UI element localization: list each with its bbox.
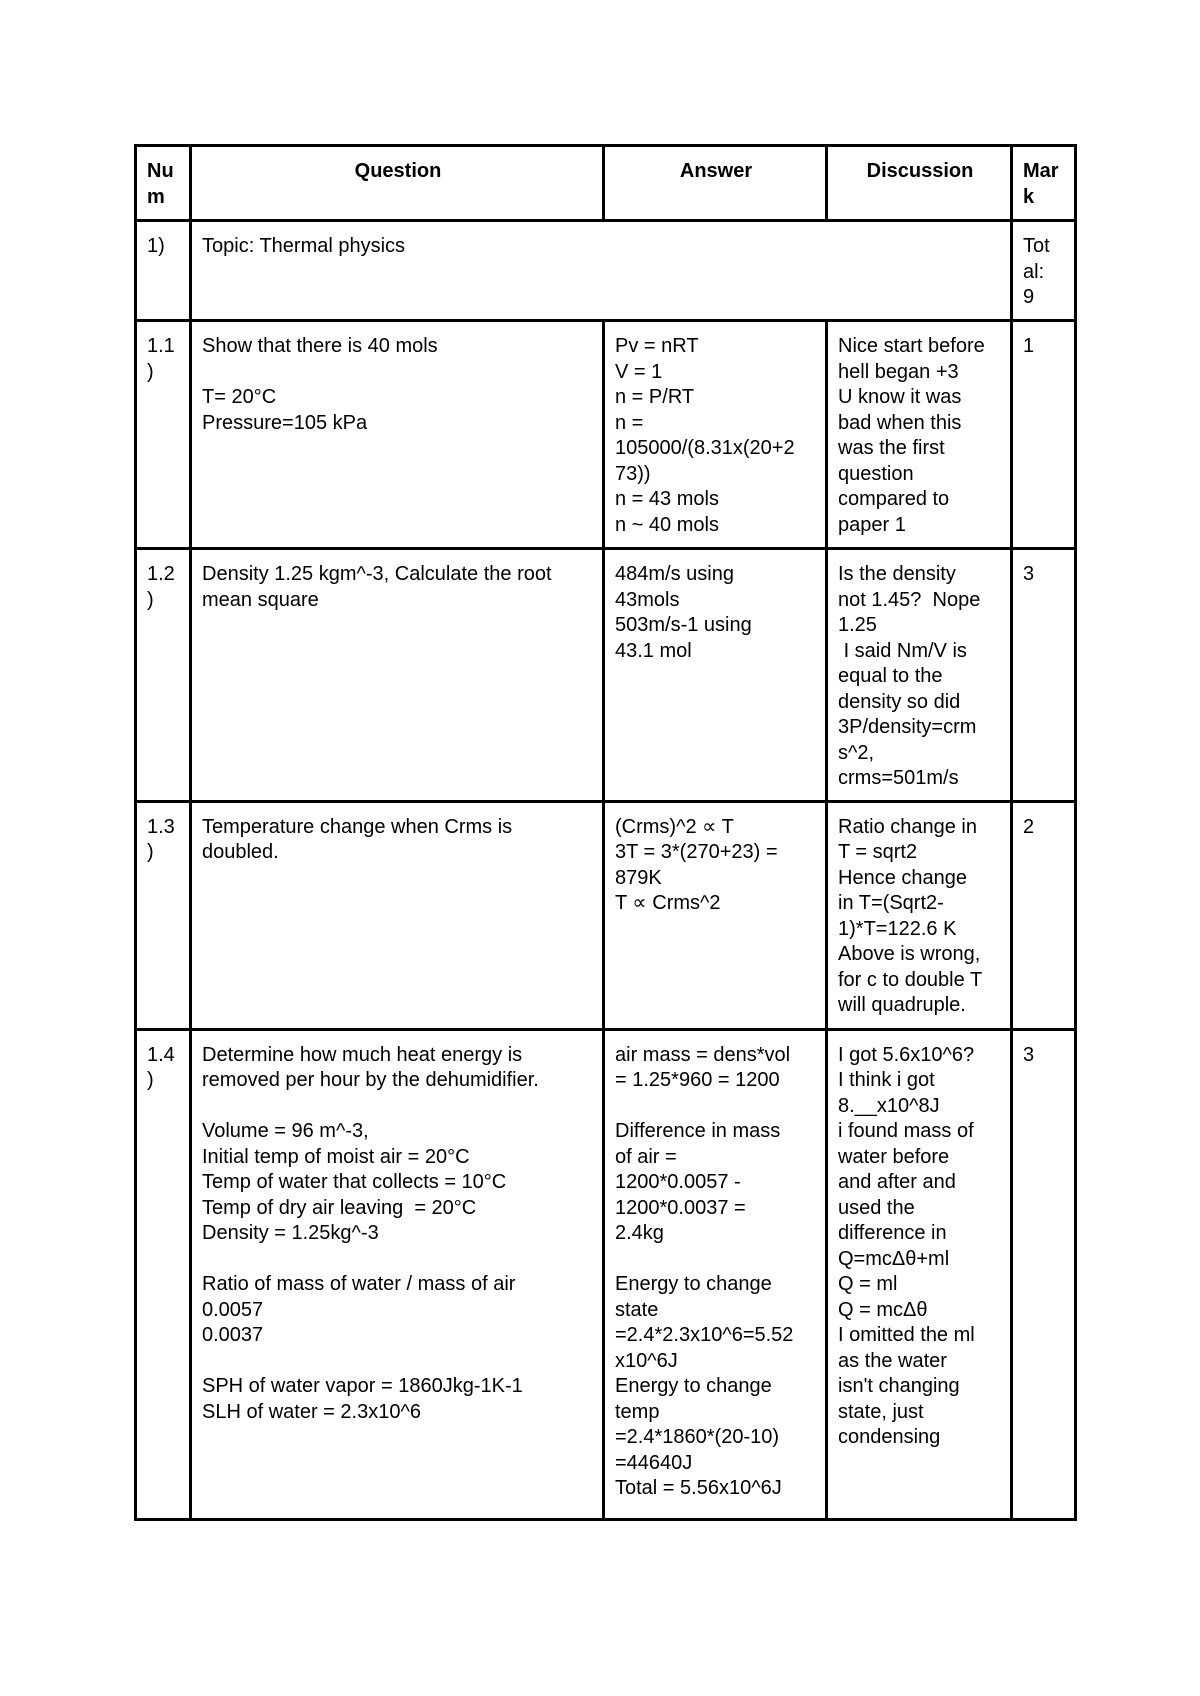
row-num: 1.3 ) [136, 801, 191, 1029]
row-mark: 1 [1012, 321, 1076, 549]
row-answer: air mass = dens*vol = 1.25*960 = 1200 Difference in mass of air = 1200*0.0057 - 1200*0.0037 = 2.4kg Energy to change state =2.4*2.3x10^6=5.52 x10^6J Energy to change temp =2.4*1860*(20-10) =44640J Total = 5.56x10^6J [604, 1029, 827, 1519]
row-answer: 484m/s using 43mols 503m/s-1 using 43.1 mol [604, 549, 827, 802]
table-row [136, 801, 1076, 1029]
row-answer: (Crms)^2 ∝ T 3T = 3*(270+23) = 879K T ∝ Crms^2 [604, 801, 827, 1029]
row-mark: 3 [1012, 1029, 1076, 1519]
header-num: Nu m [136, 146, 191, 221]
row-mark: 2 [1012, 801, 1076, 1029]
header-mark: Mar k [1012, 146, 1076, 221]
table-row [136, 549, 1076, 802]
row-question: Temperature change when Crms is doubled. [191, 801, 604, 1029]
header-answer: Answer [604, 146, 827, 221]
table-row [136, 321, 1076, 549]
row-mark: 3 [1012, 549, 1076, 802]
row-question: Determine how much heat energy is removed per hour by the dehumidifier. Volume = 96 m^-3, Initial temp of moist air = 20°C Temp of water that collects = 10°C Temp of dry air leaving = 20°C Density = 1.25kg^-3 Ratio of mass of water / mass of air 0.0057 0.0037 SPH of water vapor = 1860Jkg-1K-1 SLH of water = 2.3x10^6 [191, 1029, 604, 1519]
row-discussion: Ratio change in T = sqrt2 Hence change in T=(Sqrt2- 1)*T=122.6 K Above is wrong, for c to double T will quadruple. [827, 801, 1012, 1029]
header-discussion: Discussion [827, 146, 1012, 221]
row-num: 1.2 ) [136, 549, 191, 802]
table-row [136, 1029, 1076, 1519]
row-num: 1.1 ) [136, 321, 191, 549]
header-question: Question [191, 146, 604, 221]
row-discussion: Nice start before hell began +3 U know it was bad when this was the first question compared to paper 1 [827, 321, 1012, 549]
answer-table [134, 144, 1077, 1521]
row-num: 1.4 ) [136, 1029, 191, 1519]
row-discussion: I got 5.6x10^6? I think i got 8.__x10^8J i found mass of water before and after and used the difference in Q=mcΔθ+ml Q = ml Q = mcΔθ I omitted the ml as the water isn't changing state, just condensing [827, 1029, 1012, 1519]
topic-label: Topic: Thermal physics [191, 221, 1012, 321]
row-question: Density 1.25 kgm^-3, Calculate the root mean square [191, 549, 604, 802]
topic-row [136, 221, 1076, 321]
topic-num: 1) [136, 221, 191, 321]
topic-total: Tot al: 9 [1012, 221, 1076, 321]
row-question: Show that there is 40 mols T= 20°C Pressure=105 kPa [191, 321, 604, 549]
header-row [136, 146, 1076, 221]
row-discussion: Is the density not 1.45? Nope 1.25 I said Nm/V is equal to the density so did 3P/density=crm s^2, crms=501m/s [827, 549, 1012, 802]
row-answer: Pv = nRT V = 1 n = P/RT n = 105000/(8.31x(20+2 73)) n = 43 mols n ~ 40 mols [604, 321, 827, 549]
